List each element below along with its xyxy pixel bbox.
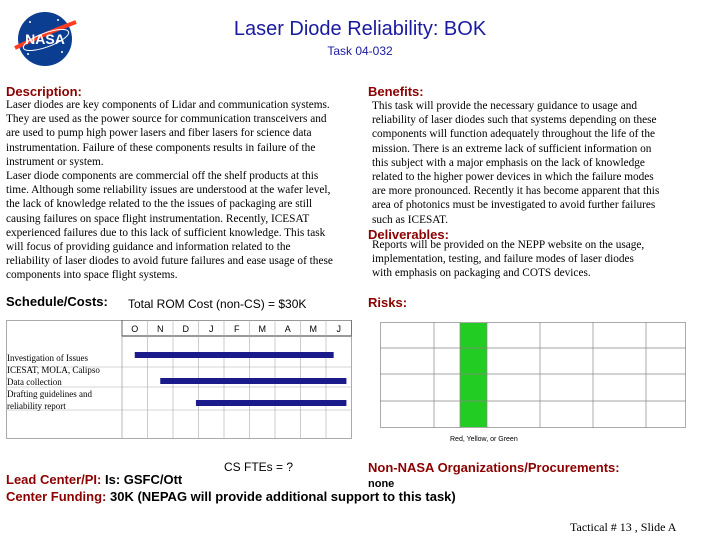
gantt-month-label: N — [157, 324, 164, 334]
slide-number: Tactical # 13 , Slide A — [570, 520, 677, 534]
risk-grid — [380, 322, 686, 428]
cs-ftes: CS FTEs = ? — [224, 460, 294, 474]
nonnasa-heading: Non-NASA Organizations/Procurements: — [368, 460, 620, 475]
nonnasa-value: none — [368, 478, 395, 490]
svg-text:NASA: NASA — [25, 31, 65, 47]
gantt-month-label: M — [258, 324, 266, 334]
risk-legend: Red, Yellow, or Green — [450, 436, 518, 443]
gantt-row-labels: Investigation of Issues ICESAT, MOLA, Calipso Data collection Drafting guidelines and reliability report — [7, 353, 100, 411]
gantt-month-label: O — [131, 324, 139, 334]
funding-label: Center Funding: — [6, 489, 107, 504]
gantt-month-label: J — [209, 324, 214, 334]
description-heading: Description: — [6, 84, 82, 99]
description-text: Laser diodes are key components of Lidar and communication systems. They are used as the power source for communication transceivers and are used to pump high power lasers and fiber lasers for science data instrumentation. Failure of these components results in failure of the instrument or system. Laser diode components are commercial off the shelf products at this time. Although some reliability issues are understood at the wafer level, the lack of knowledge related to the the issues of packaging are still causing failures on space flight instrumentation. Recently, ICESAT experienced failures due to this lack of sufficient knowledge. This task will focus of providing guidance and information related to the reliability of laser diodes to avoid future failures and ease usage of these components into space flight systems. — [6, 99, 333, 282]
risks-heading: Risks: — [368, 295, 408, 310]
deliverables-text: Reports will be provided on the NEPP website on the usage, implementation, testing, and failure modes of laser diodes with emphasis on packaging and COTS devices. — [372, 239, 645, 280]
gantt-bar — [135, 352, 334, 358]
gantt-month-label: J — [336, 324, 341, 334]
deliverables-heading: Deliverables: — [368, 227, 449, 242]
gantt-bar — [160, 378, 346, 384]
schedule-heading: Schedule/Costs: — [6, 294, 108, 309]
lead-center — [6, 472, 182, 487]
lead-value: Is: GSFC/Ott — [101, 472, 183, 487]
gantt-month-label: D — [182, 324, 189, 334]
lead-label: Lead Center/PI: — [6, 472, 102, 487]
gantt-bar — [196, 400, 346, 406]
task-number: Task 04-032 — [327, 44, 393, 58]
rom-cost: Total ROM Cost (non-CS) = $30K — [128, 297, 307, 311]
page-title: Laser Diode Reliability: BOK — [233, 18, 487, 40]
funding-value: 30K (NEPAG will provide additional support to this task) — [106, 489, 456, 504]
benefits-heading: Benefits: — [368, 84, 424, 99]
benefits-text: This task will provide the necessary guidance to usage and reliability of laser diodes such that systems depending on these components will function adequately throughout the life of the mission. There is an extreme lack of sufficient information on this subject with a major emphasis on the lack of knowledge related to the higher power devices in which the failure modes are more pronounced. Recently it has become apparent that this area of photonics must be investigated to avoid further failures such as ICESAT. — [372, 100, 660, 226]
gantt-month-label: A — [284, 324, 291, 334]
gantt-month-label: F — [234, 324, 240, 334]
gantt-month-label: M — [309, 324, 317, 334]
center-funding — [6, 489, 456, 504]
